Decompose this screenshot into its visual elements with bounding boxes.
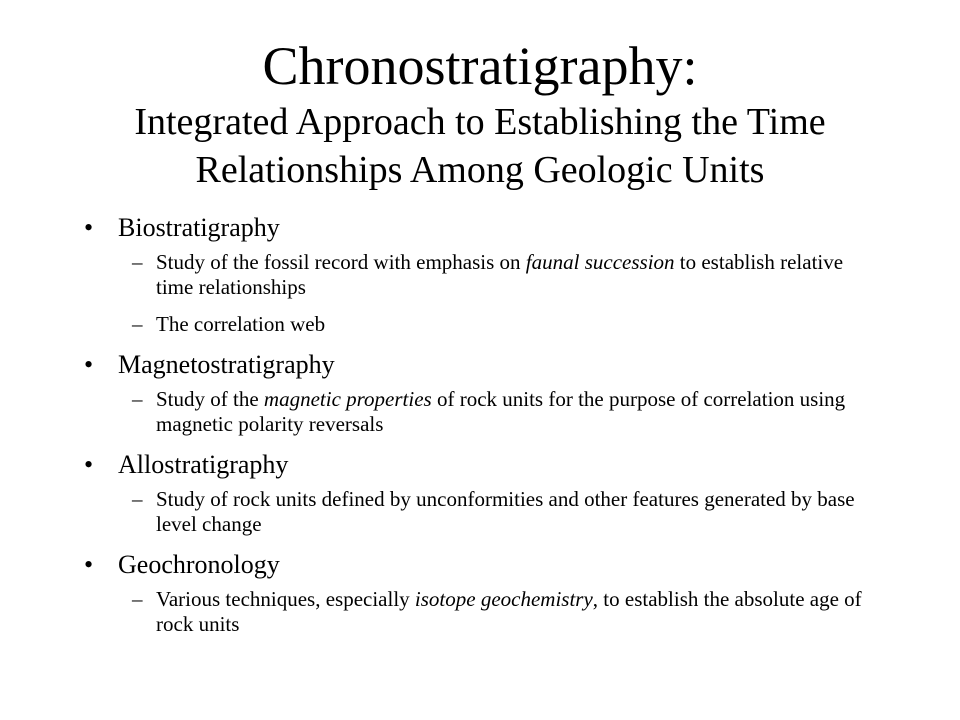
emphasized-text: faunal succession <box>525 250 675 274</box>
bullet-heading: Allostratigraphy <box>118 450 289 479</box>
bullet-heading: Geochronology <box>118 550 280 579</box>
bullet-dot: • <box>84 213 94 242</box>
sub-bullet <box>84 250 884 300</box>
sub-bullet-text: , to establish the absolute age of rock units <box>156 587 862 636</box>
slide-title <box>40 34 920 194</box>
sub-bullet-text: of rock units for the purpose of correlation using magnetic polarity reversals <box>156 387 846 436</box>
sub-bullet-dash: – <box>132 312 143 336</box>
sub-bullet <box>84 487 884 537</box>
sub-bullet <box>84 587 884 637</box>
sub-bullet <box>84 312 884 337</box>
sub-bullet-text: Study of the fossil record with emphasis on <box>156 250 526 274</box>
bullet-dot: • <box>84 450 94 479</box>
sub-bullet-text: The correlation web <box>156 312 326 336</box>
sub-bullet <box>84 387 884 437</box>
sub-bullet-dash: – <box>132 387 143 411</box>
bullet-geochronology <box>84 549 884 581</box>
sub-bullet-dash: – <box>132 587 143 611</box>
title-main: Chronostratigraphy: <box>262 36 698 96</box>
bullet-dot: • <box>84 550 94 579</box>
sub-bullet-dash: – <box>132 487 143 511</box>
bullet-biostratigraphy <box>84 212 884 244</box>
bullet-dot: • <box>84 350 94 379</box>
sub-bullet-dash: – <box>132 250 143 274</box>
bullet-heading: Biostratigraphy <box>118 213 280 242</box>
sub-bullet-text: Various techniques, especially <box>156 587 415 611</box>
bullet-magnetostratigraphy <box>84 349 884 381</box>
emphasized-text: magnetic properties <box>263 387 432 411</box>
sub-bullet-text: Study of rock units defined by unconformities and other features generated by base level change <box>156 487 855 536</box>
sub-bullet-text: Study of the <box>156 387 264 411</box>
bullet-allostratigraphy <box>84 449 884 481</box>
title-subtitle: Integrated Approach to Establishing the Time Relationships Among Geologic Units <box>134 101 826 191</box>
bullet-heading: Magnetostratigraphy <box>118 350 335 379</box>
bullet-list <box>84 212 884 649</box>
emphasized-text: isotope geochemistry <box>414 587 593 611</box>
sub-bullet-text: to establish relative time relationships <box>156 250 844 299</box>
